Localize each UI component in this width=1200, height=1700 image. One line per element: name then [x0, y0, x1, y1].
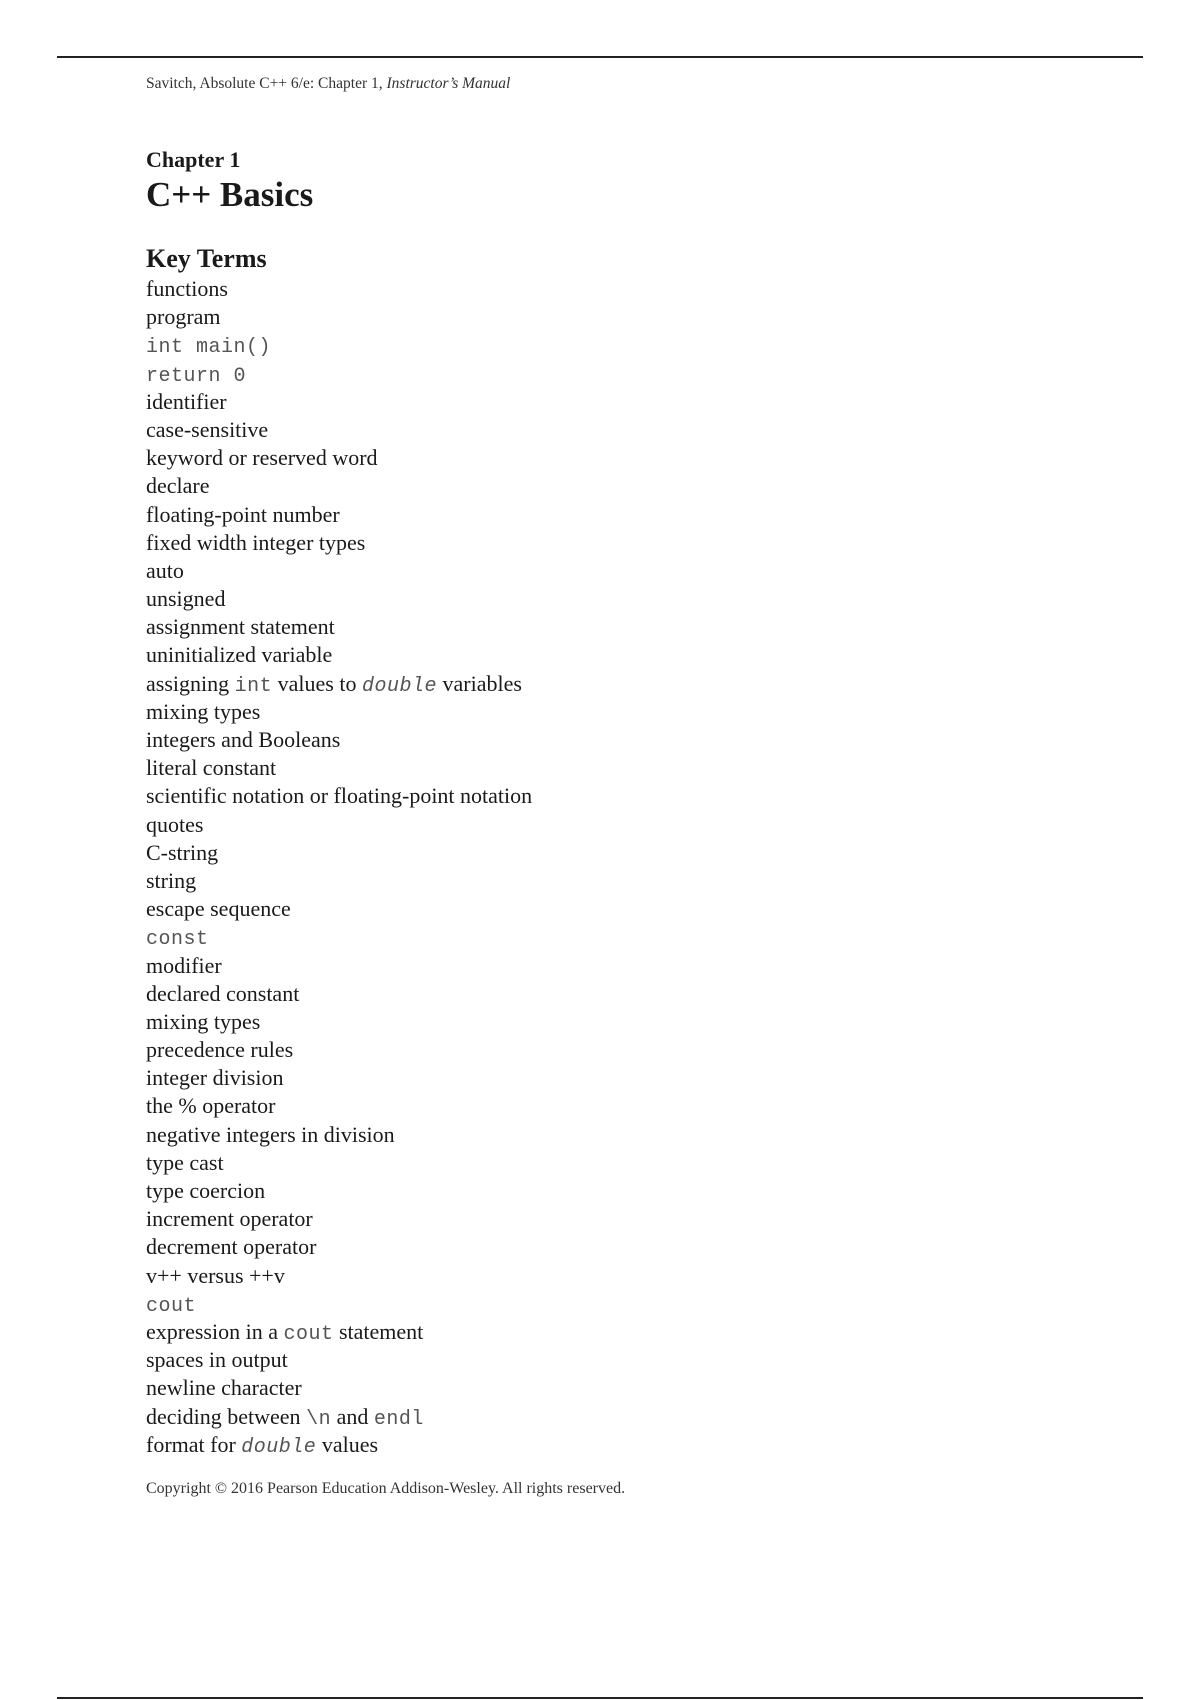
key-term-item — [146, 1233, 532, 1261]
chapter-title: C++ Basics — [146, 175, 314, 214]
key-term-code: double — [361, 674, 437, 698]
key-term-item — [146, 1346, 532, 1374]
key-term-item — [146, 331, 532, 359]
key-term-item — [146, 1177, 532, 1205]
key-term-code: double — [241, 1435, 317, 1459]
key-term-item — [146, 1092, 532, 1120]
key-term-code: const — [146, 928, 209, 952]
key-term-text: precedence rules — [146, 1037, 294, 1063]
key-term-code: endl — [373, 1407, 424, 1431]
key-term-text: modifier — [146, 952, 222, 978]
key-term-text: escape sequence — [146, 896, 291, 922]
key-term-text: and — [331, 1403, 374, 1429]
key-term-item — [146, 1064, 532, 1092]
key-term-item — [146, 557, 532, 585]
key-term-text: deciding between — [146, 1403, 307, 1429]
key-term-item — [146, 360, 532, 388]
key-term-item — [146, 388, 532, 416]
key-term-text: quotes — [146, 811, 204, 837]
key-term-text: increment operator — [146, 1206, 313, 1232]
key-terms-heading: Key Terms — [146, 244, 267, 273]
key-term-item — [146, 867, 532, 895]
key-term-code: cout — [146, 1294, 197, 1318]
key-term-text: fixed width integer types — [146, 529, 366, 555]
key-term-text: negative integers in division — [146, 1121, 395, 1147]
key-term-item — [146, 895, 532, 923]
key-term-text: keyword or reserved word — [146, 445, 378, 471]
key-terms-list — [146, 275, 532, 1459]
key-term-text: statement — [333, 1318, 424, 1344]
key-term-text: spaces in output — [146, 1347, 288, 1373]
key-term-item — [146, 613, 532, 641]
key-term-text: newline character — [146, 1375, 302, 1401]
key-term-item — [146, 472, 532, 500]
key-term-text: auto — [146, 557, 184, 583]
key-term-text: uninitialized variable — [146, 642, 333, 668]
key-term-text: functions — [146, 276, 228, 301]
key-term-text: literal constant — [146, 755, 277, 781]
chapter-label: Chapter 1 — [146, 147, 241, 172]
key-term-text: the % operator — [146, 1093, 276, 1119]
key-term-item — [146, 1290, 532, 1318]
key-term-text: case-sensitive — [146, 416, 269, 442]
key-term-text: program — [146, 304, 221, 330]
key-term-text: expression in a — [146, 1318, 284, 1344]
key-term-text: decrement operator — [146, 1234, 317, 1260]
key-term-text: format for — [146, 1431, 242, 1457]
key-term-item — [146, 1008, 532, 1036]
key-term-item — [146, 1403, 532, 1431]
key-term-text: identifier — [146, 388, 227, 414]
key-term-item — [146, 529, 532, 557]
bottom-rule — [57, 1697, 1143, 1699]
key-term-code: \n — [306, 1407, 332, 1431]
key-term-item — [146, 303, 532, 331]
key-term-item — [146, 1121, 532, 1149]
key-term-code: cout — [283, 1322, 334, 1346]
key-term-text: string — [146, 867, 197, 893]
key-term-item — [146, 811, 532, 839]
key-term-item — [146, 1431, 532, 1459]
key-term-item — [146, 1036, 532, 1064]
key-term-text: type coercion — [146, 1178, 266, 1203]
key-term-item — [146, 726, 532, 754]
key-term-item — [146, 923, 532, 951]
key-term-item — [146, 275, 532, 303]
top-rule — [57, 56, 1143, 58]
running-head-text: Savitch, Absolute C++ 6/e: Chapter 1, — [146, 75, 387, 92]
key-term-item — [146, 1205, 532, 1233]
key-term-item — [146, 782, 532, 810]
key-term-item — [146, 1149, 532, 1177]
key-term-text: mixing types — [146, 1008, 261, 1034]
key-term-text: mixing types — [146, 698, 261, 724]
key-term-text: type cast — [146, 1149, 224, 1175]
key-term-code: int main() — [146, 336, 272, 360]
key-term-item — [146, 1262, 532, 1290]
running-head-italic: Instructor’s Manual — [386, 75, 511, 92]
key-term-text: assignment statement — [146, 614, 335, 640]
key-term-text: declare — [146, 473, 210, 499]
running-head — [146, 74, 510, 94]
key-term-text: declared constant — [146, 980, 300, 1006]
key-term-item — [146, 501, 532, 529]
key-term-text: values — [316, 1431, 379, 1457]
key-term-text: assigning — [146, 670, 235, 696]
key-term-item — [146, 839, 532, 867]
key-term-item — [146, 952, 532, 980]
key-term-text: scientific notation or floating-point notation — [146, 783, 533, 809]
key-term-text: C-string — [146, 839, 219, 865]
key-term-code: return 0 — [146, 364, 247, 388]
key-term-item — [146, 641, 532, 669]
key-term-item — [146, 1318, 532, 1346]
key-term-text: unsigned — [146, 586, 226, 612]
key-term-text: integers and Booleans — [146, 727, 341, 752]
key-term-text: variables — [436, 670, 522, 696]
key-term-text: v++ versus ++v — [146, 1262, 285, 1288]
key-term-item — [146, 980, 532, 1008]
key-term-item — [146, 585, 532, 613]
key-term-item — [146, 670, 532, 698]
key-term-item — [146, 754, 532, 782]
key-term-text: floating-point number — [146, 501, 340, 527]
key-term-item — [146, 698, 532, 726]
key-term-item — [146, 444, 532, 472]
copyright-notice: Copyright © 2016 Pearson Education Addison-Wesley. All rights reserved. — [146, 1480, 626, 1497]
key-term-item — [146, 416, 532, 444]
key-term-text: values to — [272, 670, 362, 696]
key-term-text: integer division — [146, 1065, 284, 1091]
key-term-code: int — [234, 674, 273, 698]
key-term-item — [146, 1374, 532, 1402]
